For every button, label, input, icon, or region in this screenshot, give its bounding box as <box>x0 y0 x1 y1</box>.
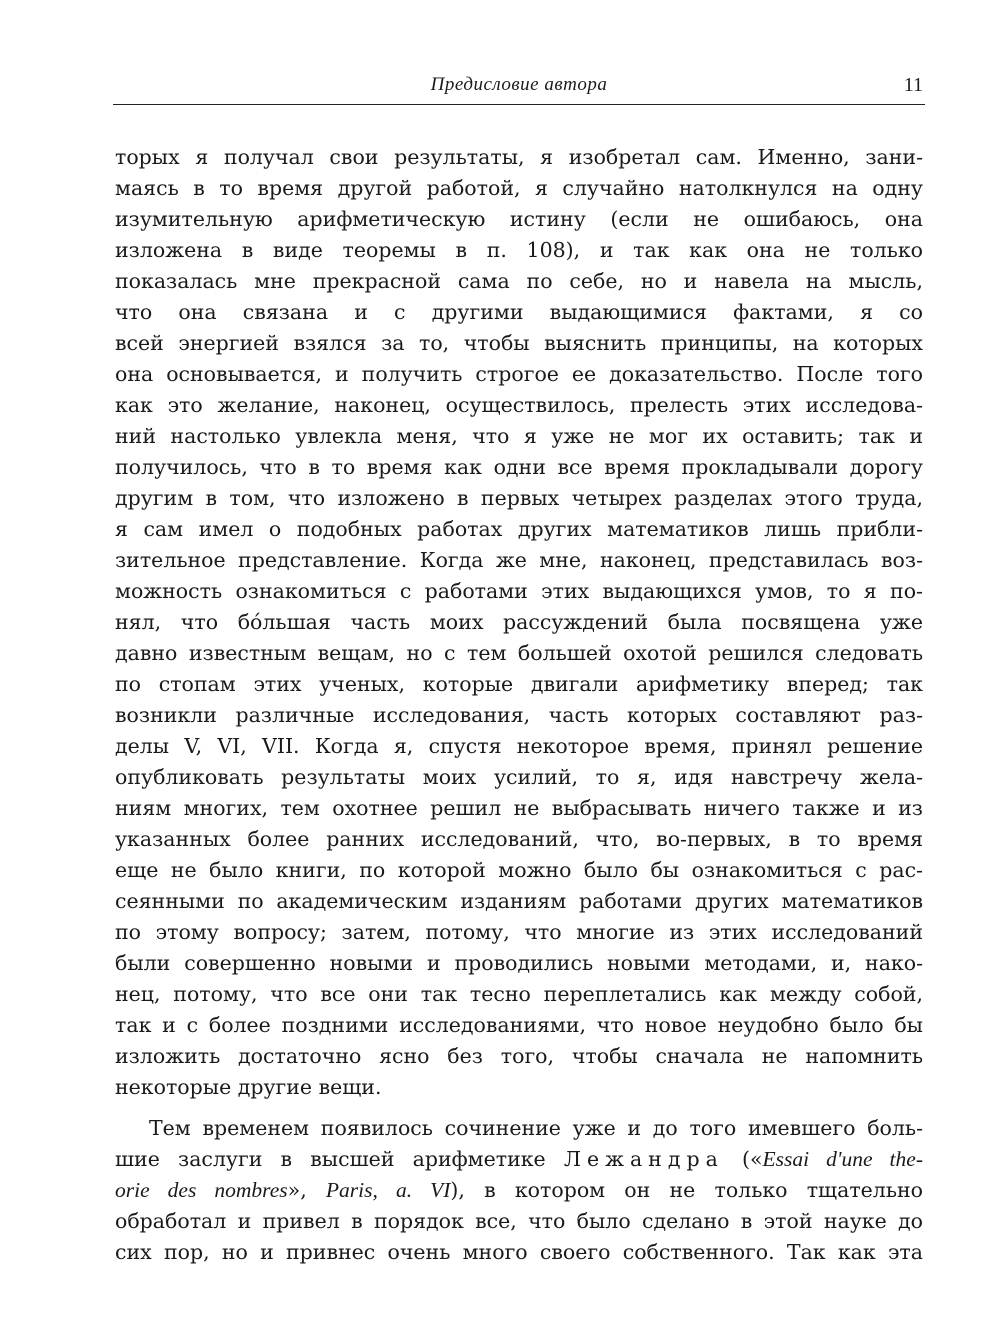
text-segment: шие заслуги в высшей арифметике <box>115 1147 546 1171</box>
book-title-italic: orie des nombres <box>115 1178 288 1202</box>
page-number: 11 <box>903 74 923 96</box>
text-line: изложена в виде теоремы в п. 108), и так как она не только <box>115 238 923 262</box>
paragraph-1 <box>115 142 923 1103</box>
text-line: всей энергией взялся за то, чтобы выяснить принципы, на которых <box>115 331 923 355</box>
text-line <box>115 1144 923 1175</box>
text-line: сеянными по академическим изданиям работами других математиков <box>115 889 923 913</box>
text-line: обработал и привел в порядок все, что было сделано в этой науке до <box>115 1209 923 1233</box>
text-line: по стопам этих ученых, которые двигали арифметику вперед; так <box>115 672 923 696</box>
text-line: так и с более поздними исследованиями, что новое неудобно было бы <box>115 1013 923 1037</box>
text-line: получилось, что в то время как одни все время прокладывали дорогу <box>115 455 923 479</box>
paragraph-gap <box>115 1103 923 1113</box>
body-text <box>115 142 923 1268</box>
text-segment: », <box>287 1178 326 1202</box>
text-line: нец, потому, что все они так тесно переплетались как между собой, <box>115 982 923 1006</box>
text-line: я сам имел о подобных работах других математиков лишь прибли- <box>115 517 923 541</box>
text-line: торых я получал свои результаты, я изобретал сам. Именно, зани- <box>115 145 923 169</box>
text-line: маясь в то время другой работой, я случайно натолкнулся на одну <box>115 176 923 200</box>
text-line: были совершенно новыми и проводились новыми методами, и, нако- <box>115 951 923 975</box>
text-line: изложить достаточно ясно без того, чтобы сначала не напомнить <box>115 1044 923 1068</box>
text-line: как это желание, наконец, осуществилось, прелесть этих исследова- <box>115 393 923 417</box>
text-line: Тем временем появилось сочинение уже и до того имевшего боль- <box>149 1116 923 1140</box>
paragraph-2 <box>115 1113 923 1268</box>
text-line: опубликовать результаты моих усилий, то я, идя навстречу жела- <box>115 765 923 789</box>
text-line: еще не было книги, по которой можно было бы ознакомиться с рас- <box>115 858 923 882</box>
text-line: изумительную арифметическую истину (если не ошибаюсь, она <box>115 207 923 231</box>
text-line: она основывается, и получить строгое ее доказательство. После того <box>115 362 923 386</box>
publication-place-italic: Paris, a. VI <box>325 1178 451 1202</box>
text-line: сих пор, но и привнес очень много своего собственного. Так как эта <box>115 1240 923 1264</box>
text-line: указанных более ранних исследований, что, во-первых, в то время <box>115 827 923 851</box>
text-line: можность ознакомиться с работами этих выдающихся умов, то я по- <box>115 579 923 603</box>
text-line: ний настолько увлекла меня, что я уже не мог их оставить; так и <box>115 424 923 448</box>
running-head <box>113 72 925 105</box>
text-segment: ), в котором он не только тщательно <box>450 1178 923 1202</box>
text-line: давно известным вещам, но с тем большей охотой решился следовать <box>115 641 923 665</box>
text-segment: (« <box>741 1147 763 1171</box>
running-title: Предисловие автора <box>430 74 608 95</box>
text-line <box>115 1175 923 1206</box>
text-line: некоторые другие вещи. <box>115 1075 382 1099</box>
text-line: нял, что бо́льшая часть моих рассуждений была посвящена уже <box>115 610 923 634</box>
text-line: возникли различные исследования, часть которых составляют раз- <box>115 703 923 727</box>
text-line: другим в том, что изложено в первых четырех разделах этого труда, <box>115 486 923 510</box>
author-name-spaced: Лежандра <box>563 1147 724 1171</box>
text-line: по этому вопросу; затем, потому, что многие из этих исследований <box>115 920 923 944</box>
text-line: делы V, VI, VII. Когда я, спустя некоторое время, принял решение <box>115 734 923 758</box>
text-line: ниям многих, тем охотнее решил не выбрасывать ничего также и из <box>115 796 923 820</box>
text-line: зительное представление. Когда же мне, наконец, представилась воз- <box>115 548 923 572</box>
text-line: показалась мне прекрасной сама по себе, но и навела на мысль, <box>115 269 923 293</box>
book-title-italic: Essai d'une the- <box>762 1147 923 1171</box>
text-line: что она связана и с другими выдающимися фактами, я со <box>115 300 923 324</box>
